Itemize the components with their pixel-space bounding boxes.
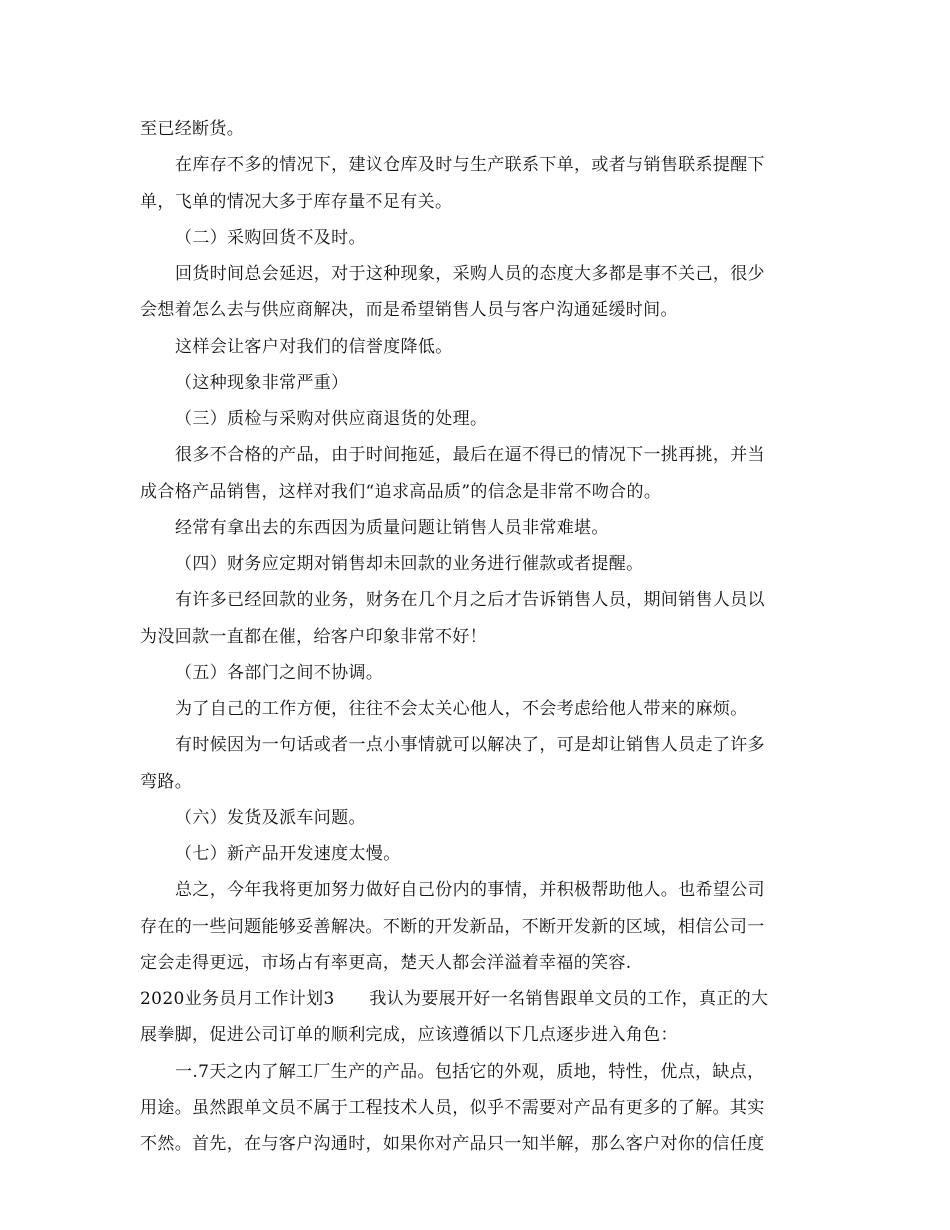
text-line: 不然。首先，在与客户沟通时，如果你对产品只一知半解，那么客户对你的信任度 <box>140 1134 765 1154</box>
text-line: （这种现象非常严重） <box>175 373 349 393</box>
text-line: 在库存不多的情况下，建议仓库及时与生产联系下单，或者与销售联系提醒下 <box>175 155 765 175</box>
section-heading: （三）质检与采购对供应商退货的处理。 <box>175 409 488 429</box>
text-line: 成合格产品销售，这样对我们“追求高品质”的信念是非常不吻合的。 <box>140 482 662 502</box>
section-heading: （四）财务应定期对销售却未回款的业务进行催款或者提醒。 <box>175 554 644 574</box>
text-line: 定会走得更远，市场占有率更高，楚天人都会洋溢着幸福的笑容. <box>140 953 632 973</box>
text-line: 很多不合格的产品，由于时间拖延，最后在逼不得已的情况下一挑再挑，并当 <box>175 445 765 465</box>
section-heading: （五）各部门之间不协调。 <box>175 663 384 683</box>
text-line: 至已经断货。 <box>140 119 245 139</box>
text-line: 2020业务员月工作计划3 我认为要展开好一名销售跟单文员的工作，真正的大 <box>140 989 769 1009</box>
text-line: 为了自己的工作方便，往往不会太关心他人，不会考虑给他人带来的麻烦。 <box>175 699 748 719</box>
text-line: 有许多已经回款的业务，财务在几个月之后才告诉销售人员，期间销售人员以 <box>175 590 765 610</box>
text-line: 会想着怎么去与供应商解决，而是希望销售人员与客户沟通延缓时间。 <box>140 300 678 320</box>
text-line: 为没回款一直都在催，给客户印象非常不好！ <box>140 627 487 647</box>
section-heading: （七）新产品开发速度太慢。 <box>175 844 401 864</box>
section-heading: （二）采购回货不及时。 <box>175 228 366 248</box>
text-line: 这样会让客户对我们的信誉度降低。 <box>175 337 453 357</box>
section-heading: （六）发货及派车问题。 <box>175 808 366 828</box>
text-line: 经常有拿出去的东西因为质量问题让销售人员非常难堪。 <box>175 518 609 538</box>
text-line: 回货时间总会延迟，对于这种现象，采购人员的态度大多都是事不关己，很少 <box>175 264 765 284</box>
text-line: 有时候因为一句话或者一点小事情就可以解决了，可是却让销售人员走了许多 <box>175 735 765 755</box>
text-line: 一.7天之内了解工厂生产的产品。包括它的外观，质地，特性，优点，缺点， <box>175 1062 765 1082</box>
text-line: 存在的一些问题能够妥善解决。不断的开发新品，不断开发新的区域，相信公司一 <box>140 917 765 937</box>
text-line: 用途。虽然跟单文员不属于工程技术人员，似乎不需要对产品有更多的了解。其实 <box>140 1098 765 1118</box>
text-line: 弯路。 <box>140 772 193 792</box>
text-line: 总之，今年我将更加努力做好自己份内的事情，并积极帮助他人。也希望公司 <box>175 880 765 900</box>
text-line: 展拳脚，促进公司订单的顺利完成，应该遵循以下几点逐步进入角色： <box>140 1025 678 1045</box>
text-line: 单，飞单的情况大多于库存量不足有关。 <box>140 192 453 212</box>
